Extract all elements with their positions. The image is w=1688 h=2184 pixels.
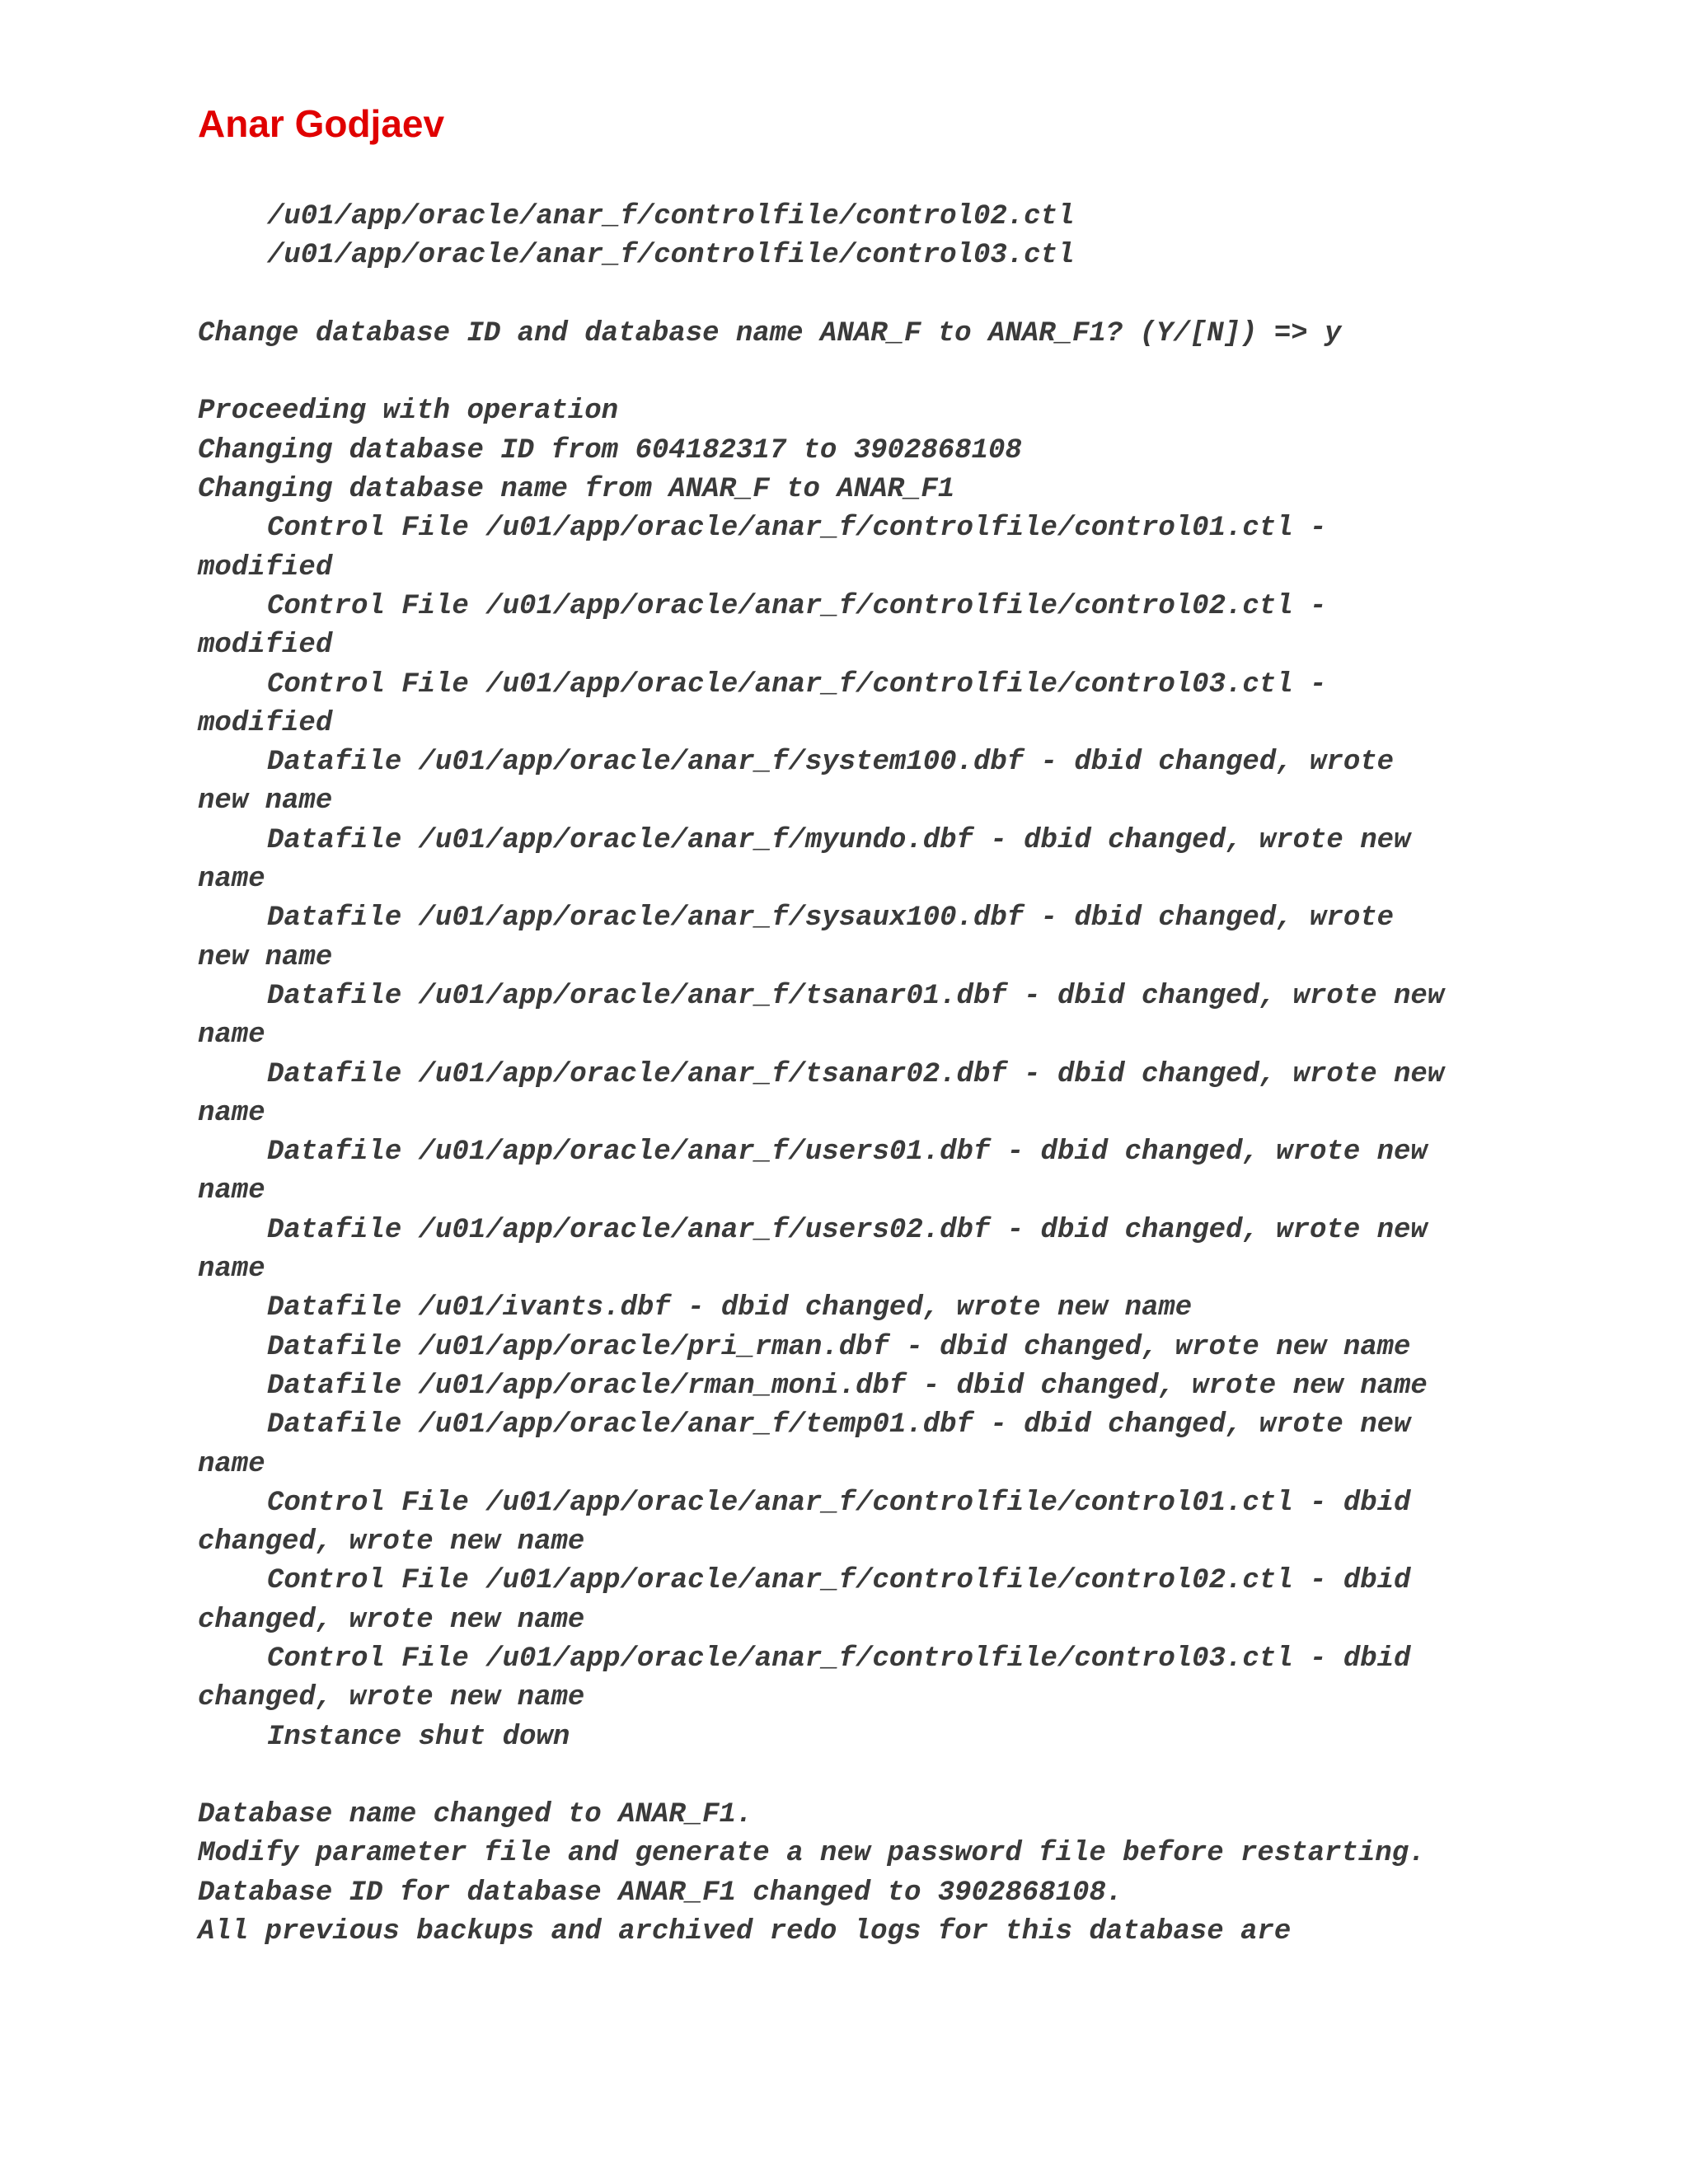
output-line — [198, 1329, 1550, 1367]
output-line — [198, 392, 1550, 431]
line-text: Datafile /u01/app/oracle/pri_rman.dbf - dbid changed, wrote new name — [267, 1331, 1411, 1363]
output-line — [198, 1289, 1550, 1328]
output-line — [198, 705, 1550, 743]
line-text: Changing database name from ANAR_F to ANAR_F1 — [198, 474, 955, 506]
line-text: name — [198, 864, 265, 896]
line-text: Datafile /u01/app/oracle/anar_f/temp01.dbf - dbid changed, wrote new — [267, 1409, 1411, 1441]
output-line — [198, 743, 1550, 782]
output-line — [198, 1718, 1550, 1757]
line-text: Datafile /u01/app/oracle/anar_f/system100.dbf - dbid changed, wrote — [267, 747, 1395, 779]
line-text: Datafile /u01/app/oracle/anar_f/myundo.dbf - dbid changed, wrote new — [267, 824, 1411, 856]
line-text: Datafile /u01/app/oracle/anar_f/sysaux100.dbf - dbid changed, wrote — [267, 902, 1395, 935]
line-text: new name — [198, 941, 333, 973]
blank-line — [198, 276, 1550, 315]
output-line — [198, 1484, 1550, 1523]
output-line — [198, 666, 1550, 705]
output-line — [198, 899, 1550, 938]
line-text: name — [198, 1019, 265, 1052]
line-text: Control File /u01/app/oracle/anar_f/controlfile/control02.ctl - — [267, 590, 1327, 622]
output-line — [198, 1056, 1550, 1094]
line-text: changed, wrote new name — [198, 1526, 585, 1558]
output-line — [198, 1562, 1550, 1601]
line-text: Control File /u01/app/oracle/anar_f/controlfile/control02.ctl - dbid — [267, 1565, 1411, 1597]
output-line — [198, 237, 1550, 275]
line-text: changed, wrote new name — [198, 1682, 585, 1714]
line-text: name — [198, 1448, 265, 1480]
line-text: new name — [198, 785, 333, 818]
output-line — [198, 1212, 1550, 1250]
output-line — [198, 1601, 1550, 1640]
line-text: /u01/app/oracle/anar_f/controlfile/control02.ctl — [267, 201, 1075, 232]
output-line — [198, 1913, 1550, 1952]
output-line — [198, 1796, 1550, 1835]
line-text: modified — [198, 630, 333, 662]
line-text: Control File /u01/app/oracle/anar_f/controlfile/control01.ctl - — [267, 513, 1327, 545]
line-text: Control File /u01/app/oracle/anar_f/controlfile/control03.ctl - — [267, 668, 1327, 701]
line-text: Change database ID and database name ANAR_F to ANAR_F1? (Y/[N]) => y — [198, 317, 1342, 349]
line-text: Database ID for database ANAR_F1 changed to 3902868108. — [198, 1877, 1123, 1909]
line-text: name — [198, 1097, 265, 1129]
nid-output-block — [198, 198, 1550, 1952]
line-text: Datafile /u01/app/oracle/anar_f/users01.dbf - dbid changed, wrote new — [267, 1137, 1428, 1169]
line-text: name — [198, 1175, 265, 1207]
line-text: modified — [198, 707, 333, 739]
line-text: Proceeding with operation — [198, 396, 619, 428]
line-text: Datafile /u01/app/oracle/anar_f/tsanar02.dbf - dbid changed, wrote new — [267, 1058, 1445, 1090]
line-text: modified — [198, 551, 333, 583]
line-text: Datafile /u01/ivants.dbf - dbid changed, wrote new name — [267, 1292, 1193, 1324]
output-line — [198, 1679, 1550, 1718]
output-line — [198, 315, 1550, 354]
line-text: /u01/app/oracle/anar_f/controlfile/control03.ctl — [267, 240, 1075, 272]
output-line — [198, 198, 1550, 237]
output-line — [198, 1523, 1550, 1562]
output-line — [198, 1367, 1550, 1406]
output-line — [198, 626, 1550, 665]
line-text: Instance shut down — [267, 1721, 570, 1753]
output-line — [198, 1250, 1550, 1289]
output-line — [198, 1406, 1550, 1445]
output-line — [198, 509, 1550, 548]
line-text: Datafile /u01/app/oracle/anar_f/users02.dbf - dbid changed, wrote new — [267, 1214, 1428, 1246]
output-line — [198, 588, 1550, 626]
output-line — [198, 860, 1550, 899]
output-line — [198, 471, 1550, 509]
blank-line — [198, 1757, 1550, 1796]
line-text: Modify parameter file and generate a new password file before restarting. — [198, 1838, 1426, 1870]
line-text: Datafile /u01/app/oracle/anar_f/tsanar01.dbf - dbid changed, wrote new — [267, 980, 1445, 1012]
line-text: changed, wrote new name — [198, 1604, 585, 1636]
line-text: Control File /u01/app/oracle/anar_f/controlfile/control03.ctl - dbid — [267, 1643, 1411, 1675]
output-line — [198, 1094, 1550, 1133]
output-line — [198, 1640, 1550, 1679]
output-line — [198, 549, 1550, 588]
output-line — [198, 1133, 1550, 1172]
output-line — [198, 822, 1550, 860]
line-text: name — [198, 1254, 265, 1286]
output-line — [198, 432, 1550, 471]
line-text: All previous backups and archived redo logs for this database are — [198, 1916, 1292, 1948]
line-text: Control File /u01/app/oracle/anar_f/controlfile/control01.ctl - dbid — [267, 1487, 1411, 1519]
line-text: Database name changed to ANAR_F1. — [198, 1799, 753, 1831]
output-line — [198, 782, 1550, 821]
line-text: Datafile /u01/app/oracle/rman_moni.dbf - dbid changed, wrote new name — [267, 1370, 1428, 1402]
output-line — [198, 1446, 1550, 1484]
output-line — [198, 939, 1550, 977]
output-line — [198, 1835, 1550, 1873]
output-line — [198, 1874, 1550, 1913]
line-text: Changing database ID from 604182317 to 3902868108 — [198, 434, 1022, 466]
blank-line — [198, 354, 1550, 392]
output-line — [198, 1016, 1550, 1055]
output-line — [198, 977, 1550, 1016]
author-heading: Anar Godjaev — [198, 102, 445, 145]
output-line — [198, 1172, 1550, 1211]
